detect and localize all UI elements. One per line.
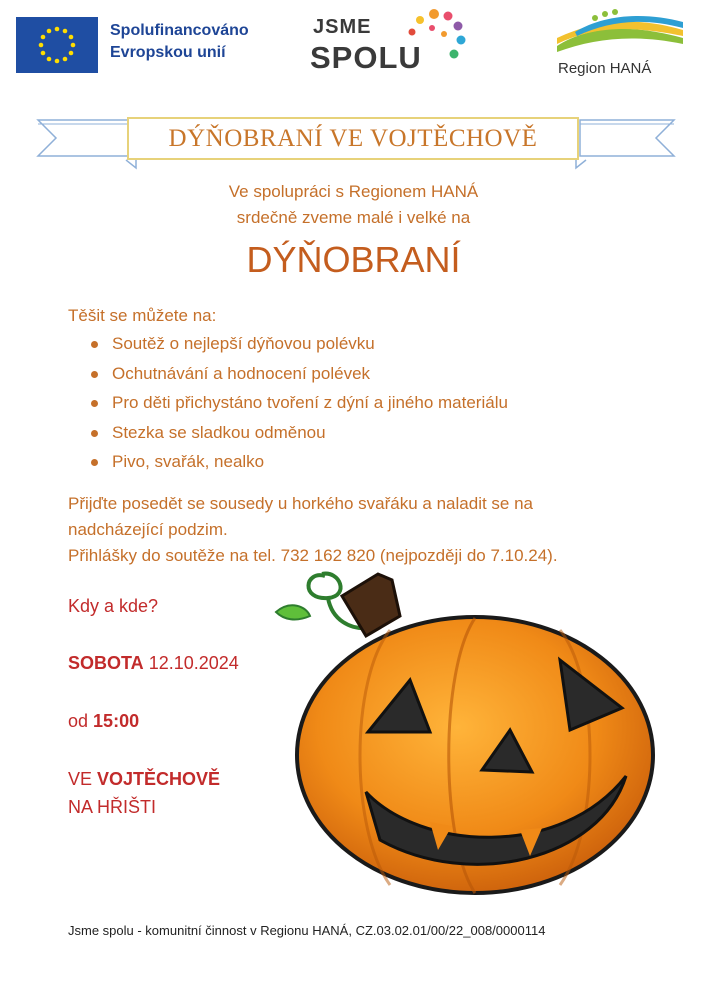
region-hana-label: Region HANÁ <box>558 60 652 77</box>
intro-line-2: srdečně zveme malé i velké na <box>236 208 471 227</box>
banner-title: DÝŇOBRANÍ VE VOJTĚCHOVĚ <box>127 117 579 160</box>
eu-stars-icon <box>16 17 98 73</box>
event-date <box>68 653 239 674</box>
program-item: Pro děti přichystáno tvoření z dýní a jiného materiálu <box>88 391 508 421</box>
event-place-value: VOJTĚCHOVĚ <box>97 769 221 789</box>
event-time <box>68 711 139 732</box>
event-place-line-2: NA HŘIŠTI <box>68 797 157 817</box>
event-place-prefix: VE <box>68 769 93 789</box>
event-date-value: 12.10.2024 <box>148 653 239 673</box>
event-time-value: 15:00 <box>93 711 140 731</box>
program-item: Ochutnávání a hodnocení polévek <box>88 362 508 392</box>
region-hana-logo-icon <box>555 8 685 58</box>
invitation-line-1: Přijďte posedět se sousedy u horkého svařáku a naladit se na <box>68 494 534 513</box>
eu-line-1: Spolufinancováno <box>110 22 249 39</box>
program-lead: Těšit se můžete na: <box>68 306 217 325</box>
when-where-question: Kdy a kde? <box>68 596 159 616</box>
footer-project-note: Jsme spolu - komunitní činnost v Regionu HANÁ, CZ.03.02.01/00/22_008/0000114 <box>68 923 546 938</box>
invitation-line-2: nadcházející podzim. <box>68 520 228 539</box>
event-place <box>68 769 220 790</box>
event-title: DÝŇOBRANÍ <box>246 239 461 280</box>
eu-cofinanced-text <box>110 20 249 64</box>
jsme-logo-line-2: SPOLU <box>310 40 422 75</box>
eu-line-2: Evropskou unií <box>110 44 226 61</box>
program-item: Pivo, svařák, nealko <box>88 450 508 480</box>
program-item: Stezka se sladkou odměnou <box>88 421 508 451</box>
event-day: SOBOTA <box>68 653 144 673</box>
jack-o-lantern-icon <box>270 560 660 905</box>
registration-line: Přihlášky do soutěže na tel. 732 162 820 (nejpozději do 7.10.24). <box>68 546 558 565</box>
program-item: Soutěž o nejlepší dýňovou polévku <box>88 332 508 362</box>
jsme-logo-line-1: JSME <box>313 16 372 38</box>
event-time-prefix: od <box>68 711 89 731</box>
program-list <box>88 332 508 480</box>
eu-flag-logo <box>16 17 98 73</box>
intro-line-1: Ve spolupráci s Regionem HANÁ <box>228 182 479 201</box>
